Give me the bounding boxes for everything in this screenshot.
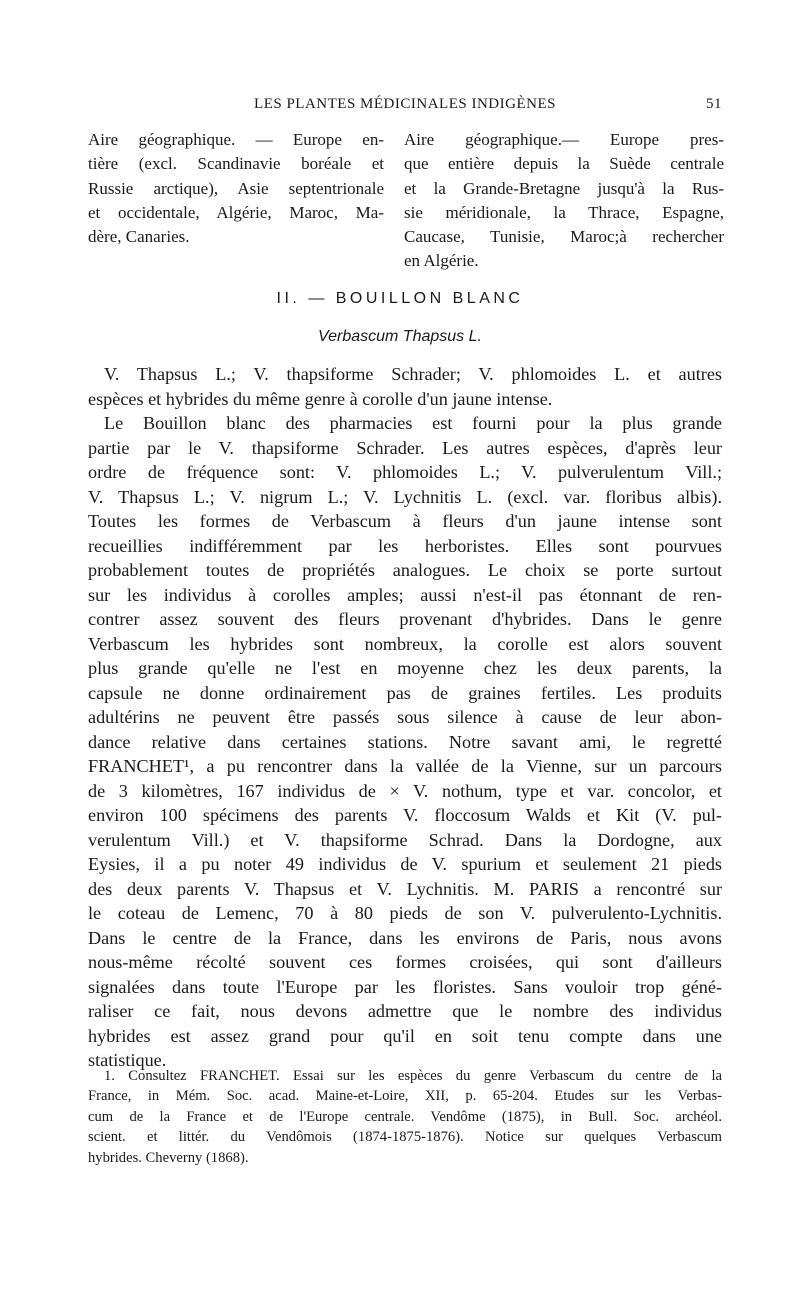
page-number: 51 <box>706 96 722 112</box>
text-line: Verbascum les hybrides sont nombreux, la corolle est alors souvent <box>88 633 722 654</box>
text-line: de 3 kilomètres, 167 individus de × V. nothum, type et var. concolor, et <box>88 780 722 801</box>
right-column-paragraph <box>404 128 724 274</box>
text-line: sie méridionale, la Thrace, Espagne, <box>404 202 724 222</box>
text-line: plus grande qu'elle ne l'est en moyenne chez les deux parents, la <box>88 658 722 678</box>
footnote-line: 1. Consultez FRANCHET. Essai sur les espèces du genre Verbascum du centre de la <box>104 1068 722 1084</box>
text-line: espèces et hybrides du même genre à corolle d'un jaune intense. <box>88 388 553 409</box>
footnote <box>88 1066 722 1168</box>
running-head-title: LES PLANTES MÉDICINALES INDIGÈNES <box>254 96 556 112</box>
footnote-line: France, in Mém. Soc. acad. Maine-et-Loire, XII, p. 65-204. Etudes sur les Verbas- <box>88 1088 722 1105</box>
text-line: partie par le V. thapsiforme Schrader. Les autres espèces, d'après leur <box>88 437 722 458</box>
text-line: dère, Canaries. <box>88 227 190 247</box>
text-line: Dans le centre de la France, dans les environs de Paris, nous avons <box>88 927 722 948</box>
text-line: et occidentale, Algérie, Maroc, Ma- <box>88 202 384 222</box>
text-line: FRANCHET¹, a pu rencontrer dans la vallée de la Vienne, sur un parcours <box>88 756 722 776</box>
footnote-line: scient. et littér. du Vendômois (1874-1875-1876). Notice sur quelques Verbascum <box>88 1129 722 1146</box>
text-line: Le Bouillon blanc des pharmacies est fourni pour la plus grande <box>104 413 722 433</box>
text-line: capsule ne donne ordinairement pas de graines fertiles. Les produits <box>88 682 722 703</box>
text-line: recueillies indifféremment par les herboristes. Elles sont pourvues <box>88 535 722 556</box>
text-line: ordre de fréquence sont: V. phlomoides L.; V. pulverulentum Vill.; <box>88 462 722 482</box>
footnote-line: cum de la France et de l'Europe centrale. Vendôme (1875), in Bull. Soc. archéol. <box>88 1108 722 1125</box>
text-line: Eysies, il a pu noter 49 individus de V. spurium et seulement 21 pieds <box>88 854 722 874</box>
text-line: environ 100 spécimens des parents V. floccosum Walds et Kit (V. pul- <box>88 805 722 825</box>
text-line: nous-même récolté souvent ces formes croisées, qui sont d'ailleurs <box>88 952 722 972</box>
body-text <box>88 362 722 1073</box>
text-line: que entière depuis la Suède centrale <box>404 154 724 174</box>
text-line: contrer assez souvent des fleurs provenant d'hybrides. Dans le genre <box>88 609 722 629</box>
text-line: dance relative dans certaines stations. Notre savant ami, le regretté <box>88 731 722 752</box>
text-line: raliser ce fait, nous devons admettre que le nombre des individus <box>88 1001 722 1021</box>
text-line: le coteau de Lemenc, 70 à 80 pieds de son V. pulverulento-Lychnitis. <box>88 903 722 923</box>
text-line: signalées dans toute l'Europe par les floristes. Sans vouloir trop géné- <box>88 976 722 997</box>
text-line: des deux parents V. Thapsus et V. Lychnitis. M. PARIS a rencontré sur <box>88 878 722 899</box>
text-line: sur les individus à corolles amples; aussi n'est-il pas étonnant de ren- <box>88 584 722 605</box>
text-line: adultérins ne peuvent être passés sous silence à cause de leur abon- <box>88 707 722 727</box>
text-line: Toutes les formes de Verbascum à fleurs d'un jaune intense sont <box>88 511 722 531</box>
text-line: V. Thapsus L.; V. thapsiforme Schrader; V. phlomoides L. et autres <box>104 364 722 384</box>
text-line: Caucase, Tunisie, Maroc;à rechercher <box>404 227 724 247</box>
section-title: II. — BOUILLON BLANC <box>276 290 524 307</box>
text-line: en Algérie. <box>404 251 479 271</box>
text-line: statistique. <box>88 1050 167 1070</box>
text-line: probablement toutes de propriétés analogues. Le choix se porte surtout <box>88 560 722 580</box>
text-line: Russie arctique), Asie septentrionale <box>88 178 384 198</box>
text-line: verulentum Vill.) et V. thapsiforme Schrad. Dans la Dordogne, aux <box>88 829 722 850</box>
running-head <box>88 96 722 118</box>
text-line: hybrides est assez grand pour qu'il en soit tenu compte dans une <box>88 1025 722 1046</box>
text-line: Aire géographique.— Europe pres- <box>404 130 724 149</box>
text-line: V. Thapsus L.; V. nigrum L.; V. Lychnitis L. (excl. var. floribus albis). <box>88 486 722 507</box>
text-line: et la Grande-Bretagne jusqu'à la Rus- <box>404 178 724 198</box>
text-line: tière (excl. Scandinavie boréale et <box>88 154 384 174</box>
section-subtitle: Verbascum Thapsus L. <box>318 328 482 345</box>
footnote-line: hybrides. Cheverny (1868). <box>88 1149 249 1166</box>
text-line: Aire géographique. — Europe en- <box>88 130 384 149</box>
left-column-paragraph <box>88 128 384 249</box>
